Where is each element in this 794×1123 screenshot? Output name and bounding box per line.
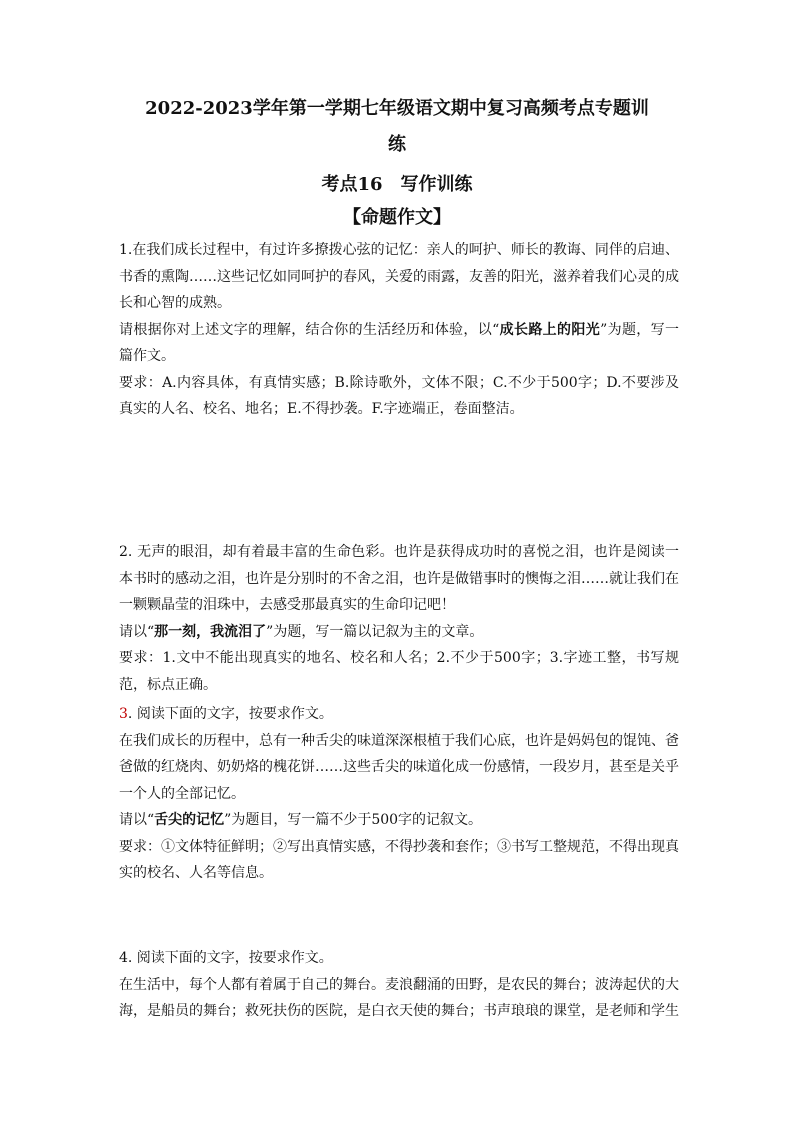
q1-essay-title: 成长路上的阳光 [499, 321, 601, 338]
q4-passage: 在生活中，每个人都有着属于自己的舞台。麦浪翻涌的田野，是农民的舞台；波涛起伏的大海，是船员的舞台；救死扶伤的医院，是白衣天使的舞台；书声琅琅的课堂，是老师和学生 [119, 976, 679, 1019]
q3-heading-text: . 阅读下面的文字，按要求作文。 [127, 706, 333, 722]
q2-passage: 2. 无声的眼泪，却有着最丰富的生命色彩。也许是获得成功时的喜悦之泪，也许是阅读一本书时的感动之泪，也许是分别时的不舍之泪，也许是做错事时的懊悔之泪……就让我们在一颗颗晶莹的泪珠中，去感受那最真实的生命印记吧！ [119, 544, 679, 613]
q1-prompt [119, 317, 679, 370]
q2-prompt-post: ”为题，写一篇以记叙为主的文章。 [266, 623, 484, 640]
q3-number: 3 [119, 706, 128, 722]
question-2 [119, 539, 679, 698]
q3-passage: 在我们成长的历程中，总有一种舌尖的味道深深根植于我们心底，也许是妈妈包的馄饨、爸爸做的红烧肉、奶奶烙的槐花饼……这些舌尖的味道化成一份感情，一段岁月，甚至是关乎一个人的全部记忆。 [119, 732, 679, 802]
document-subtitle: 考点16 写作训练 [321, 174, 473, 195]
q1-requirements: 要求：A.内容具体，有真情实感；B.除诗歌外，文体不限；C.不少于500字；D.不要涉及真实的人名、校名、地名；E.不得抄袭。F.字迹端正，卷面整洁。 [119, 374, 679, 417]
document-title-line1: 2022-2023学年第一学期七年级语文期中复习高频考点专题训 [145, 98, 649, 119]
q2-requirements: 要求：1.文中不能出现真实的地名、校名和人名；2.不少于500字；3.字迹工整，书写规范，标点正确。 [119, 650, 679, 693]
q3-heading [119, 701, 679, 728]
q3-prompt [119, 807, 679, 834]
document-title-line2: 练 [388, 134, 406, 155]
q3-prompt-pre: 请以“ [119, 812, 155, 828]
q4-heading: 4. 阅读下面的文字，按要求作文。 [119, 950, 333, 966]
q3-prompt-post: ”为题目，写一篇不少于500字的记叙文。 [224, 812, 483, 828]
q2-essay-title: 那一刻，我流泪了 [154, 623, 267, 640]
question-3 [119, 701, 679, 887]
q1-passage: 1.在我们成长过程中，有过许多撩拨心弦的记忆：亲人的呵护、师长的教诲、同伴的启迪、书香的熏陶……这些记忆如同呵护的春风，关爱的雨露，友善的阳光，滋养着我们心灵的成长和心智的成熟。 [119, 242, 679, 311]
q1-prompt-pre: 请根据你对上述文字的理解，结合你的生活经历和体验，以“ [119, 321, 500, 338]
question-4 [119, 945, 679, 1025]
question-1 [119, 237, 679, 423]
q2-prompt [119, 619, 679, 646]
section-heading: 【命题作文】 [343, 207, 451, 228]
q2-prompt-pre: 请以“ [119, 623, 155, 640]
q3-essay-title: 舌尖的记忆 [154, 812, 225, 828]
q1-prompt-post: ”为题，写一篇作文。 [119, 321, 680, 364]
q3-requirements: 要求：①文体特征鲜明；②写出真情实感，不得抄袭和套作；③书写工整规范，不得出现真实的校名、人名等信息。 [119, 838, 679, 881]
